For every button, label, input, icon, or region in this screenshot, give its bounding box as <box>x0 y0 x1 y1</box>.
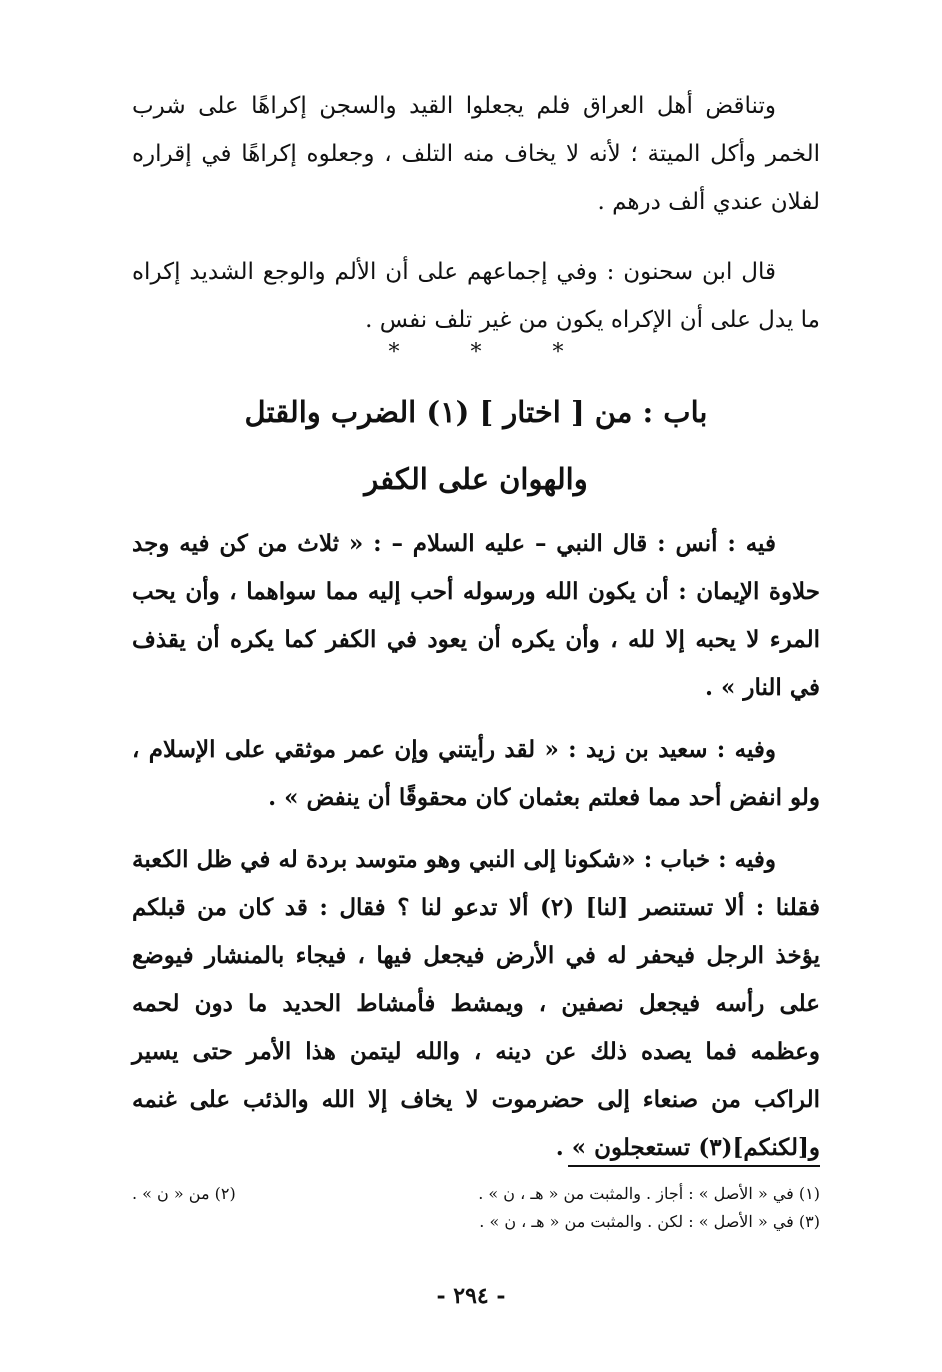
paragraph: قال ابن سحنون : وفي إجماعهم على أن الألم والوجع الشديد إكراه ما يدل على أن الإكراه يكون من غير تلف نفس . <box>132 259 820 333</box>
chapter-heading-line-1: باب : من [ اختار ] (١) الضرب والقتل <box>244 395 708 429</box>
page-number: - ٢٩٤ - <box>436 1283 506 1309</box>
footnote-row <box>132 1180 820 1208</box>
footnotes <box>132 1180 820 1236</box>
chapter-heading-line-2: والهوان على الكفر <box>364 462 588 496</box>
star-ornament: * <box>470 340 482 365</box>
main-section <box>132 520 820 1172</box>
paragraph: وفيه : سعيد بن زيد : « لقد رأيتني وإن عمر موثقي على الإسلام ، ولو انفض أحد مما فعلتم بعثمان كان محقوقًا أن ينفض » . <box>132 736 820 811</box>
paragraph: وتناقض أهل العراق فلم يجعلوا القيد والسجن إكراهًا على شرب الخمر وأكل الميتة ؛ لأنه لا يخاف منه التلف ، وجعلوه إكراهًا في إقراره لفلان عندي ألف درهم . <box>132 93 820 215</box>
paragraph: فيه : أنس : قال النبي – عليه السلام – : « ثلاث من كن فيه وجد حلاوة الإيمان : أن يكون الله ورسوله أحب إليه مما سواهما ، وأن يحب المرء لا يحبه إلا لله ، وأن يكره أن يعود في الكفر كما يكره أن يقذف في النار » . <box>132 530 820 701</box>
footnote-row <box>132 1208 820 1236</box>
star-ornament: * <box>388 340 400 365</box>
footnote-2: (٢) من « ن » . <box>132 1184 236 1203</box>
footnote-3: (٣) في « الأصل » : لكن . والمثبت من « هـ ، ن » . <box>479 1212 820 1231</box>
top-section <box>132 82 820 344</box>
star-ornament: * <box>552 340 564 365</box>
paragraph: وفيه : خباب : «شكونا إلى النبي وهو متوسد بردة له في ظل الكعبة فقلنا : ألا تستنصر [لنا] (٢) ألا تدعو لنا ؟ فقال : قد كان من قبلكم يؤخذ الرجل فيحفر له في الأرض فيجعل فيها ، فيجاء بالمنشار فيوضع على رأسه فيجعل نصفين ، ويمشط فأمشاط الحديد ما دون لحمه وعظمه فما يصده ذلك عن دينه ، والله ليتمن هذا الأمر حتى يسير الراكب من صنعاء إلى حضرموت لا يخاف إلا الله والذئب على غنمه و[لكنكم](٣) تستعجلون » . <box>132 846 820 1161</box>
footnote-divider <box>568 1165 820 1167</box>
section-separator <box>132 340 820 365</box>
footnote-1: (١) في « الأصل » : أجاز . والمثبت من « هـ ، ن » . <box>478 1184 820 1203</box>
